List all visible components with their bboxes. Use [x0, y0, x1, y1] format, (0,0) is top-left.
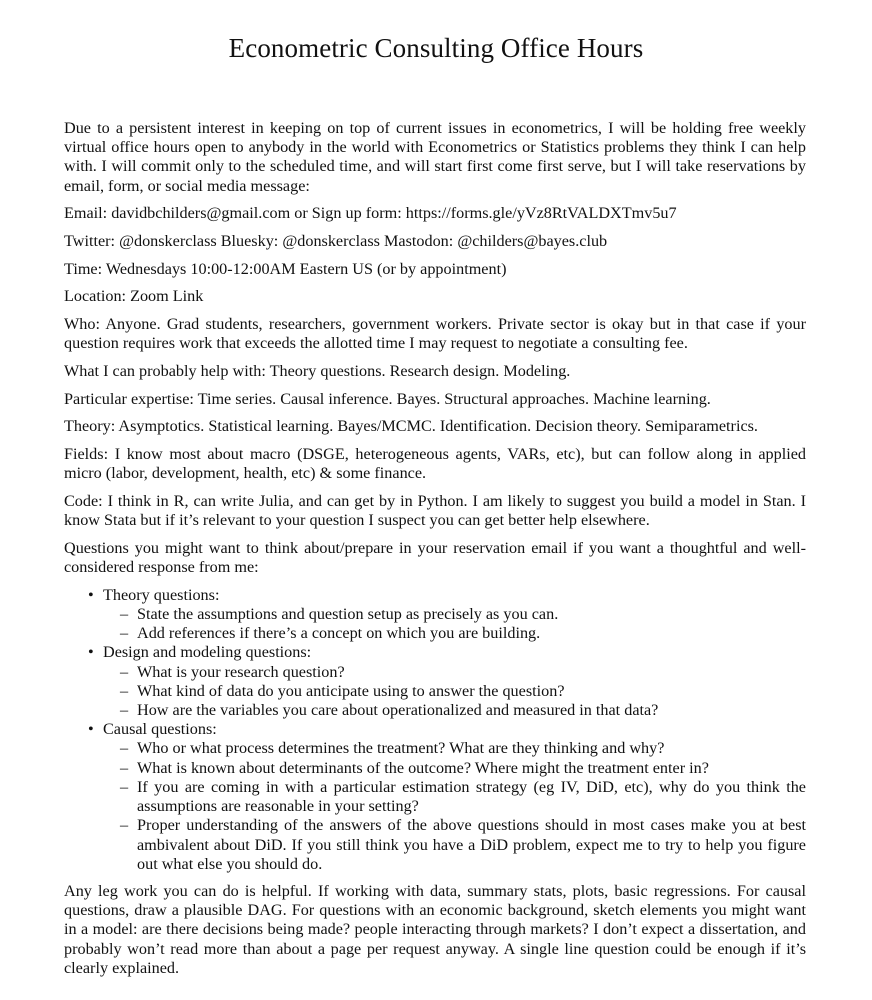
code-paragraph: Code: I think in R, can write Julia, and can get by in Python. I am likely to suggest you build a model in Stan. I know Stata but if it’s relevant to your question I suspect you can get better help elsewhere. [64, 492, 806, 530]
zoom-link[interactable]: Zoom Link [130, 287, 204, 306]
expertise-paragraph: Particular expertise: Time series. Causal inference. Bayes. Structural approaches. Machine learning. [64, 389, 711, 408]
dash-marker: – [120, 624, 129, 643]
dash-marker: – [120, 701, 129, 720]
questions-intro-paragraph: Questions you might want to think about/prepare in your reservation email if you want a thoughtful and well-considered response from me: [64, 538, 806, 577]
question-item-text: What is known about determinants of the outcome? Where might the treatment enter in? [137, 758, 709, 777]
question-item [120, 605, 806, 624]
question-sublist [103, 739, 806, 873]
question-item-text: State the assumptions and question setup as precisely as you can. [137, 605, 559, 624]
question-item [120, 758, 806, 778]
question-group-theory [88, 585, 806, 644]
bullet-marker: • [88, 585, 94, 604]
document-body [64, 119, 806, 986]
question-item-text: What is your research question? [137, 662, 345, 681]
intro-paragraph: Due to a persistent interest in keeping on top of current issues in econometrics, I will be holding free weekly virtual office hours open to anybody in the world with Econometrics or Statistics problems they think I can help with. I will commit only to the scheduled time, and will start first come first serve, but I will take reservations by email, form, or social media message: [64, 119, 806, 195]
question-sublist [103, 663, 806, 721]
bluesky-handle-link[interactable]: @donskerclass [282, 232, 380, 251]
form-connector-text: or Sign up form: [294, 204, 402, 223]
dash-marker: – [120, 816, 129, 835]
question-item [120, 662, 806, 682]
email-label: Email: [64, 204, 108, 223]
dash-marker: – [120, 662, 129, 681]
theory-paragraph: Theory: Asymptotics. Statistical learning. Bayes/MCMC. Identification. Decision theory. Semiparametrics. [64, 417, 758, 436]
question-item-text: How are the variables you care about operationalized and measured in that data? [137, 701, 659, 720]
fields-paragraph: Fields: I know most about macro (DSGE, heterogeneous agents, VARs, etc), but can follow along in applied micro (labor, development, health, etc) & some finance. [64, 445, 806, 483]
mastodon-handle-link[interactable]: @childers@bayes.club [457, 232, 608, 251]
question-item [120, 816, 806, 874]
question-item [120, 701, 806, 720]
mastodon-label: Mastodon: [384, 232, 454, 251]
dash-marker: – [120, 605, 129, 624]
dash-marker: – [120, 681, 129, 700]
question-group-heading: Theory questions: [103, 585, 220, 604]
bullet-marker: • [88, 643, 94, 662]
page-title: Econometric Consulting Office Hours [228, 33, 644, 63]
question-item [120, 624, 806, 643]
location-label: Location: [64, 287, 127, 306]
question-group-heading: Design and modeling questions: [103, 643, 312, 662]
question-group-design [88, 643, 806, 720]
dash-marker: – [120, 739, 129, 758]
help-paragraph: What I can probably help with: Theory questions. Research design. Modeling. [64, 362, 571, 381]
question-item-text: What kind of data do you anticipate using to answer the question? [137, 681, 565, 700]
twitter-label: Twitter: [64, 232, 116, 251]
who-paragraph: Who: Anyone. Grad students, researchers, government workers. Private sector is okay but in that case if your question requires work that exceeds the allotted time I may request to negotiate a consulting fee. [64, 315, 806, 353]
question-group-causal [88, 720, 806, 874]
dash-marker: – [120, 758, 129, 777]
question-sublist [103, 605, 806, 643]
social-media-line [64, 232, 806, 251]
closing-paragraph: Any leg work you can do is helpful. If working with data, summary stats, plots, basic regressions. For causal questions, draw a plausible DAG. For questions with an economic background, sketch elements you might want in a model: are there decisions being made? people interacting through markets? I don’t expect a dissertation, and probably won’t read more than about a page per request anyway. A single line question could be enough if it’s clearly explained. [64, 881, 806, 977]
question-item [120, 739, 806, 758]
bluesky-label: Bluesky: [220, 232, 279, 251]
question-group-heading: Causal questions: [103, 720, 217, 739]
signup-form-link[interactable]: https://forms.gle/yVz8RtVALDXTmv5u7 [405, 204, 677, 223]
bullet-marker: • [88, 720, 94, 739]
question-item-text: Proper understanding of the answers of the above questions should in most cases make you at best ambivalent about DiD. If you still think you have a DiD problem, expect me to try to help you figure out what else you should do. [137, 816, 806, 873]
dash-marker: – [120, 777, 129, 796]
question-item [120, 777, 806, 816]
contact-email-line [64, 204, 806, 223]
question-item [120, 681, 806, 701]
location-line [64, 287, 806, 306]
question-item-text: If you are coming in with a particular estimation strategy (eg IV, DiD, etc), why do you think the assumptions are reasonable in your setting? [137, 777, 806, 816]
twitter-handle-link[interactable]: @donskerclass [119, 232, 217, 251]
time-line: Time: Wednesdays 10:00-12:00AM Eastern US (or by appointment) [64, 259, 507, 278]
question-item-text: Add references if there’s a concept on which you are building. [137, 624, 541, 643]
email-link[interactable]: davidbchilders@gmail.com [111, 204, 291, 223]
question-groups-list [64, 586, 806, 874]
question-item-text: Who or what process determines the treatment? What are they thinking and why? [137, 739, 665, 758]
